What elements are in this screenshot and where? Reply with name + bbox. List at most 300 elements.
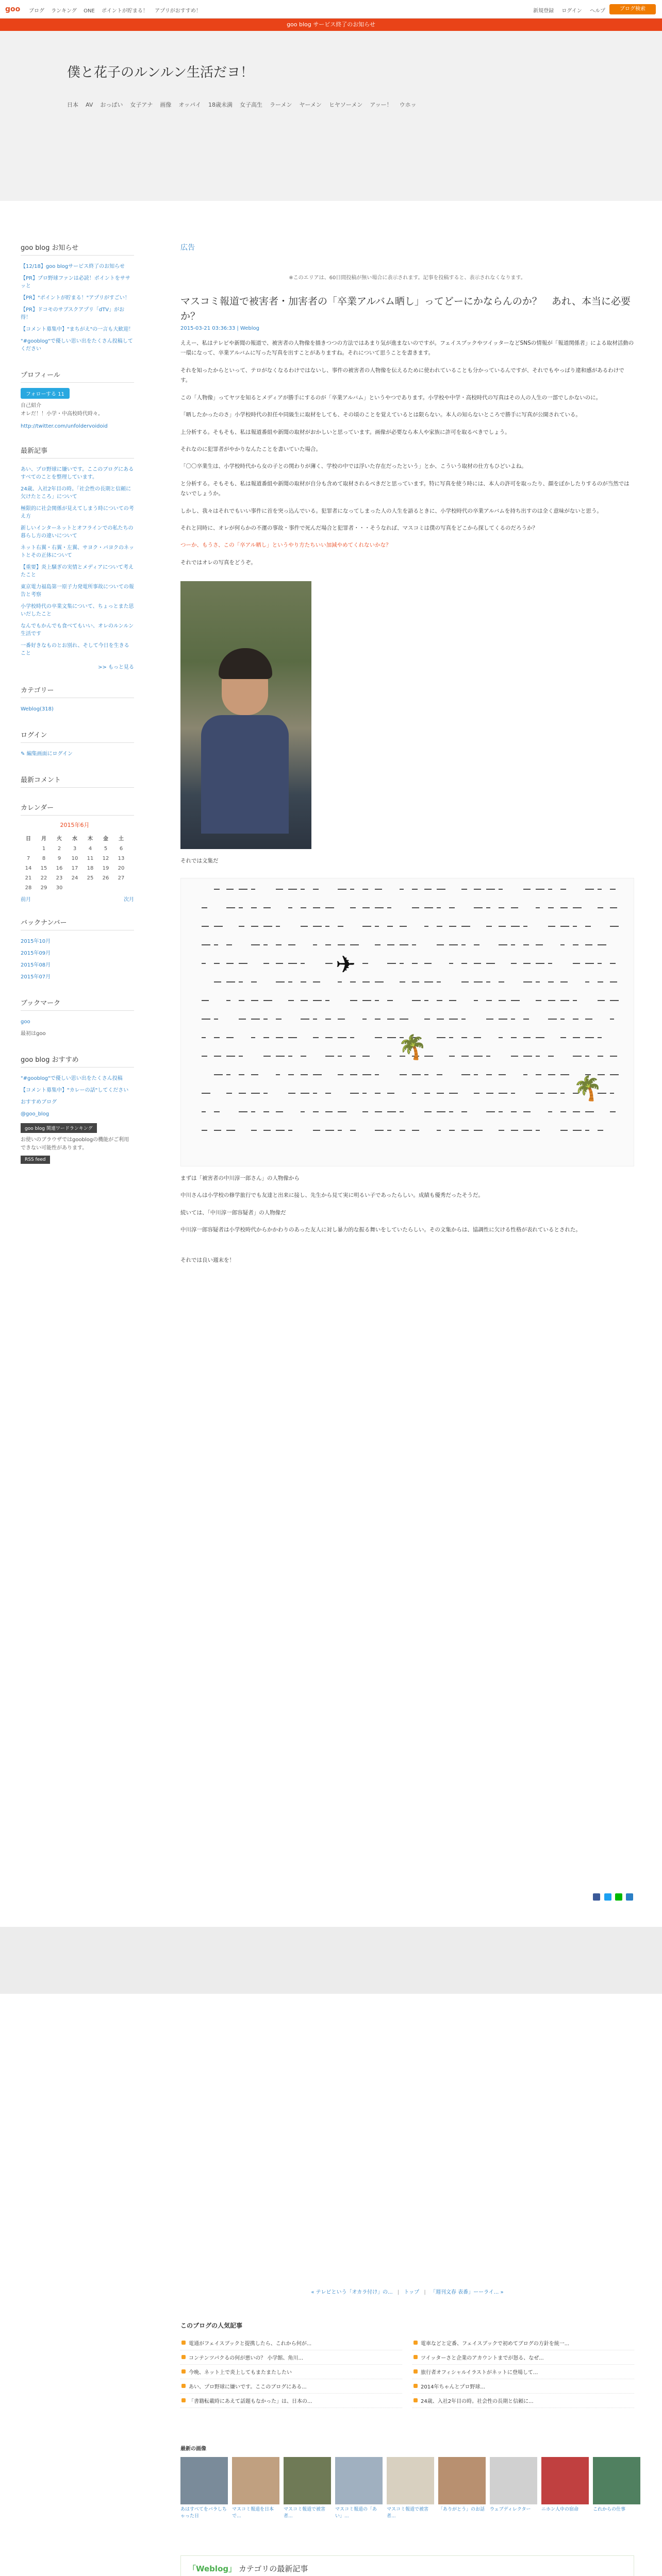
handwriting-stroke (375, 944, 380, 945)
handwriting-stroke (523, 963, 531, 964)
article-pager (180, 2287, 634, 2295)
help-link[interactable]: ヘルプ (590, 8, 605, 14)
recent-image-title[interactable]: マスコミ報道を日本で... (232, 2507, 274, 2519)
calendar-day[interactable]: 28 (25, 885, 32, 891)
handwriting-stroke (251, 1093, 260, 1094)
hatena-icon[interactable] (626, 1893, 633, 1901)
backnumber-item[interactable]: 2015年08月 (21, 962, 51, 968)
news-box (21, 242, 134, 355)
handwriting-stroke (288, 907, 292, 908)
handwriting-stroke (573, 1111, 580, 1112)
calendar-day[interactable]: 17 (71, 866, 78, 871)
popular-item[interactable]: 電通がフェイスブックと提携したら、これから何が... (180, 2336, 402, 2350)
recent-image-title[interactable]: これからの仕事 (593, 2507, 626, 2512)
handwriting-stroke (461, 1037, 467, 1038)
calendar-day[interactable]: 16 (56, 866, 63, 871)
handwriting-stroke (276, 981, 285, 982)
backnumber-item[interactable]: 2015年07月 (21, 974, 51, 980)
calendar-day[interactable]: 18 (87, 866, 94, 871)
recent-post-item[interactable]: あい、プロ野球に嫌いです。ここのブログにあるすべてのことを整理しています。 (21, 467, 134, 480)
calendar-day[interactable]: 6 (119, 846, 123, 852)
calendar-prev-link[interactable]: 前月 (21, 897, 31, 903)
edit-login-link[interactable] (21, 748, 134, 760)
handwriting-stroke (288, 1130, 292, 1131)
recent-image-title[interactable]: マスコミ報道で被害者... (387, 2507, 429, 2519)
recent-image-thumb[interactable] (490, 2457, 537, 2504)
handwriting-stroke (338, 1056, 342, 1057)
calendar-day[interactable]: 27 (118, 875, 125, 881)
handwriting-stroke (461, 1074, 470, 1075)
handwriting-stroke (437, 889, 445, 890)
handwriting-stroke (400, 1074, 407, 1075)
ad-heading: 広告 (180, 244, 195, 252)
handwriting-stroke (474, 981, 483, 982)
handwriting-stroke (325, 963, 333, 964)
top-link[interactable]: トップ (404, 2290, 420, 2295)
handwriting-stroke (548, 926, 555, 927)
handwriting-stroke (375, 926, 379, 927)
bookmark-box (21, 997, 134, 1040)
recent-image-card[interactable] (438, 2457, 486, 2519)
recent-image-card[interactable] (541, 2457, 589, 2519)
handwriting-stroke (536, 981, 540, 982)
recent-image-title[interactable]: 「ありがとう」のお話 (438, 2507, 485, 2512)
handwriting-stroke (301, 1056, 306, 1057)
calendar-day[interactable]: 8 (42, 856, 46, 861)
handwriting-stroke (276, 926, 280, 927)
handwriting-stroke (301, 1111, 305, 1112)
handwriting-stroke (202, 1111, 206, 1112)
popular-item[interactable]: ツイッターさと企業のアカウントまでが怒る、なぜ... (412, 2350, 634, 2365)
article-ending: それでは良い週末を！ (180, 1257, 235, 1264)
recent-post-item[interactable]: 一番好きなものとお別れ、そして今日を生きること (21, 643, 129, 656)
popular-item[interactable]: 「書籍転載時にあえて話題もなかった」は、日本の... (180, 2394, 402, 2408)
handwriting-stroke (338, 926, 343, 927)
recent-post-item[interactable]: ネット右翼・右翼・左翼、サヨク・パヨクのネットとその正体について (21, 545, 134, 558)
calendar-day[interactable]: 30 (56, 885, 63, 891)
recent-image-thumb[interactable] (387, 2457, 434, 2504)
recommend-heading: goo blog おすすめ (21, 1054, 134, 1067)
handwriting-stroke (523, 1037, 531, 1038)
handwriting-stroke (313, 1000, 322, 1001)
handwriting-stroke (610, 981, 617, 982)
popular-item[interactable]: 電車などと定番、フェイスブックで初めてブログの方針を統一... (412, 2336, 634, 2350)
article-body (180, 338, 634, 533)
recent-image-card[interactable] (593, 2457, 640, 2519)
recent-image-thumb[interactable] (335, 2457, 383, 2504)
backnumber-heading: バックナンバー (21, 917, 134, 930)
handwriting-stroke (362, 926, 371, 927)
popular-item[interactable]: あい、プロ野球に嫌いです。ここのブログにある... (180, 2379, 402, 2394)
calendar-day[interactable]: 15 (40, 866, 47, 871)
recent-post-item[interactable]: なんでもかんでも食べてもいい、オレのルンルン生活です (21, 623, 134, 637)
recent-post-item[interactable]: 東京電力福島第一原子力発電所事故についての報告と考察 (21, 584, 134, 598)
global-link[interactable]: ランキング (51, 8, 77, 14)
follow-button[interactable] (21, 388, 70, 399)
news-item[interactable]: 【12/18】goo blogサービス終了のお知らせ (21, 264, 125, 269)
handwriting-stroke (226, 1130, 235, 1131)
handwriting-stroke (263, 1037, 269, 1038)
handwriting-stroke (301, 1093, 309, 1094)
calendar-day[interactable]: 23 (56, 875, 63, 881)
recent-image-card[interactable] (284, 2457, 331, 2519)
handwriting-stroke (251, 1130, 257, 1131)
handwriting-stroke (313, 944, 317, 945)
handwriting-stroke (598, 889, 602, 890)
handwriting-stroke (202, 926, 209, 927)
recent-image-thumb[interactable] (593, 2457, 640, 2504)
blog-tag[interactable]: ウホッ (399, 101, 417, 108)
signup-link[interactable]: 新規登録 (533, 8, 554, 14)
news-item[interactable]: 【PR】ドコモのサブスクアプリ「dTV」がお得！ (21, 307, 125, 320)
handwriting-stroke (486, 963, 495, 964)
handwriting-stroke (461, 981, 469, 982)
next-article-link[interactable]: 「週刊文春 表番」ーーライ... » (430, 2290, 504, 2295)
comments-box (21, 774, 134, 788)
category-item[interactable]: Weblog(318) (21, 706, 54, 712)
handwriting-stroke (202, 1019, 210, 1020)
browser-note: お使いのブラウザではgooblogの機能がご利用できない可能性があります。 (21, 1137, 129, 1151)
handwriting-stroke (226, 963, 234, 964)
handwriting-stroke (239, 926, 244, 927)
handwriting-stroke (424, 926, 428, 927)
handwriting-stroke (375, 1130, 384, 1131)
recent-image-title[interactable]: ニホン人中の宿命 (541, 2507, 579, 2512)
handwriting-stroke (387, 1093, 394, 1094)
global-link[interactable]: ONE (84, 8, 95, 14)
handwriting-stroke (598, 1130, 603, 1131)
article-paragraph: 上分析する。そもそも、私は報道番組や新聞の取材がおかしいと思っています。画像が必要なら本人や家族に許可を取るべきでしょう。 (180, 429, 510, 435)
handwriting-stroke (325, 926, 329, 927)
handwriting-stroke (263, 1093, 268, 1094)
handwriting-stroke (548, 907, 554, 908)
backnumber-item[interactable]: 2015年09月 (21, 951, 51, 956)
handwriting-stroke (251, 1019, 260, 1020)
recommend-item[interactable]: おすすめブログ (21, 1099, 57, 1105)
goo-logo[interactable]: goo (5, 5, 21, 13)
handwriting-stroke (548, 889, 552, 890)
palm-tree-icon: 🌴 (573, 1074, 603, 1102)
handwriting-stroke (226, 1074, 230, 1075)
handwriting-stroke (486, 1074, 492, 1075)
recent-image-card[interactable] (490, 2457, 537, 2519)
global-link[interactable]: ポイントが貯まる！ (101, 8, 150, 14)
calendar-day[interactable]: 19 (102, 866, 109, 871)
recent-posts-list (21, 464, 134, 659)
article-paragraph: と分析する。そもそも、私は報道番組や新聞の取材が自分も含めて取材されるべきだと思っています。特に写真を使う時には、本人の許可を取ったり、顔をぼかしたりするのが当然ではないでしょうか。 (180, 480, 630, 497)
recent-post-item[interactable]: 24歳、入社2年目の時。「社会性の長期と信頼に欠けたところ」について (21, 486, 131, 500)
calendar-day[interactable]: 24 (71, 875, 78, 881)
category-name[interactable]: 「Weblog」 (188, 2564, 237, 2574)
handwriting-stroke (412, 963, 418, 964)
handwriting-stroke (560, 926, 569, 927)
blog-tag[interactable]: 日本 (67, 101, 78, 108)
blog-tag[interactable]: 画像 (160, 101, 172, 108)
blog-search-button[interactable]: ブログ検索 (609, 4, 656, 14)
handwriting-stroke (251, 907, 257, 908)
handwriting-stroke (362, 889, 368, 890)
recent-image-title[interactable]: ウェブディレクター (490, 2507, 531, 2512)
popular-item[interactable]: コンテンツパクるの何が悪いの？ 小学館、角川... (180, 2350, 402, 2365)
handwriting-stroke (276, 963, 283, 964)
handwriting-stroke (585, 889, 594, 890)
handwriting-stroke (276, 889, 283, 890)
article-date[interactable]: 2015-03-21 03:36:33 | Weblog (180, 326, 259, 331)
handwriting-stroke (313, 981, 320, 982)
handwriting-stroke (585, 963, 594, 964)
handwriting-stroke (214, 1130, 221, 1131)
recent-image-card[interactable] (180, 2457, 228, 2519)
calendar-day[interactable]: 25 (87, 875, 94, 881)
handwriting-stroke (288, 1000, 294, 1001)
handwriting-stroke (362, 963, 368, 964)
handwriting-stroke (511, 1056, 518, 1057)
ranking-badge[interactable]: goo blog 関連ワードランキング (21, 1123, 97, 1133)
handwriting-stroke (362, 1056, 370, 1057)
handwriting-stroke (573, 944, 578, 945)
recent-image-title[interactable]: マスコミ報道の「あい」... (335, 2507, 377, 2519)
calendar-weekday: 日 (26, 836, 31, 842)
handwriting-stroke (461, 944, 466, 945)
handwriting-stroke (449, 1111, 453, 1112)
handwriting-stroke (350, 907, 356, 908)
news-item[interactable]: 【PR】プロ野球ファンは必読！ポイントをササッと (21, 276, 130, 289)
handwriting-stroke (424, 981, 433, 982)
handwriting-stroke (276, 1111, 283, 1112)
calendar-day[interactable]: 1 (42, 846, 46, 852)
bookmark-heading: ブックマーク (21, 997, 134, 1011)
handwriting-stroke (424, 1111, 432, 1112)
handwriting-stroke (239, 1111, 247, 1112)
calendar-day[interactable]: 5 (104, 846, 108, 852)
twitter-icon[interactable] (604, 1893, 611, 1901)
handwriting-stroke (400, 944, 408, 945)
handwriting-stroke (214, 1056, 221, 1057)
handwriting-stroke (350, 1074, 357, 1075)
handwriting-stroke (387, 1111, 396, 1112)
handwriting-stroke (573, 1056, 582, 1057)
follow-label: フォローする (26, 392, 56, 397)
news-item[interactable]: 【PR】"ポイントが貯まる！"アプリがすごい！ (21, 295, 130, 301)
blog-tag[interactable]: アッー！ (370, 101, 392, 108)
handwriting-stroke (461, 1130, 469, 1131)
handwriting-stroke (362, 1093, 367, 1094)
recommend-item[interactable]: "#gooblog"で優しい思い出をたくさん投稿 (21, 1076, 123, 1081)
blog-tag[interactable]: ラーメン (270, 101, 292, 108)
recent-image-thumb[interactable] (232, 2457, 279, 2504)
recent-image-card[interactable] (387, 2457, 434, 2519)
calendar-day[interactable]: 2 (57, 846, 61, 852)
calendar-day[interactable]: 3 (73, 846, 77, 852)
handwriting-stroke (474, 1000, 478, 1001)
handwriting-stroke (400, 1019, 408, 1020)
handwriting-stroke (276, 1074, 280, 1075)
news-item[interactable]: 【コメント募集中】"まちがえ"の一言も大歓迎！ (21, 327, 134, 332)
rss-badge[interactable]: RSS feed (21, 1156, 50, 1164)
handwriting-stroke (375, 1074, 379, 1075)
handwriting-stroke (202, 1056, 207, 1057)
calendar-day[interactable]: 26 (102, 875, 109, 881)
news-list (21, 261, 134, 355)
calendar-day[interactable]: 13 (118, 856, 125, 861)
handwriting-stroke (387, 944, 394, 945)
essay-scan-image[interactable] (180, 878, 634, 1166)
palm-tree-icon: 🌴 (398, 1032, 427, 1061)
calendar-day[interactable]: 14 (25, 866, 32, 871)
calendar-day[interactable]: 29 (40, 885, 47, 891)
handwriting-stroke (449, 907, 455, 908)
handwriting-stroke (288, 981, 292, 982)
recommend-item[interactable]: 【コメント募集中】"カレーの話"してください (21, 1088, 129, 1093)
handwriting-stroke (313, 907, 320, 908)
recent-post-item[interactable]: 極限的に社会関係が見えてしまう時についての考え方 (21, 506, 134, 519)
handwriting-stroke (263, 907, 271, 908)
facebook-icon[interactable] (593, 1893, 600, 1901)
calendar-next-link[interactable]: 次月 (124, 897, 134, 903)
handwriting-stroke (239, 907, 243, 908)
global-link[interactable]: アプリがおすすめ！ (155, 8, 201, 14)
section-heading-suspect: 続いては、「中川淳一郎容疑者」の人物像だ (180, 1209, 286, 1216)
calendar-day[interactable]: 20 (118, 866, 125, 871)
handwriting-stroke (263, 963, 269, 964)
handwriting-stroke (585, 1056, 589, 1057)
blog-tag[interactable]: ヤーメン (299, 101, 322, 108)
recent-image-card[interactable] (232, 2457, 279, 2519)
handwriting-stroke (585, 944, 592, 945)
handwriting-stroke (214, 944, 218, 945)
handwriting-stroke (437, 1130, 441, 1131)
recent-post-item[interactable]: 小学校時代の卒業文集について、ちょっとまた思いだしたこと (21, 604, 134, 617)
calendar-heading: カレンダー (21, 802, 134, 816)
handwriting-stroke (560, 1000, 569, 1001)
handwriting-stroke (263, 926, 272, 927)
blog-tag[interactable]: AV (86, 101, 93, 108)
handwriting-stroke (610, 1019, 614, 1020)
recent-image-thumb[interactable] (180, 2457, 228, 2504)
profile-url[interactable]: http://twitter.com/unfoldervoidoid (21, 423, 108, 429)
handwriting-stroke (486, 1056, 490, 1057)
handwriting-stroke (486, 907, 490, 908)
calendar-day[interactable]: 22 (40, 875, 47, 881)
handwriting-stroke (214, 981, 221, 982)
calendar-day[interactable]: 9 (57, 856, 61, 861)
handwriting-stroke (226, 1093, 232, 1094)
handwriting-stroke (499, 1093, 507, 1094)
calendar-weekday: 月 (41, 836, 46, 842)
login-link[interactable]: ログイン (561, 8, 582, 14)
handwriting-stroke (486, 1093, 493, 1094)
handwriting-stroke (523, 1074, 527, 1075)
calendar-day[interactable]: 7 (26, 856, 30, 861)
popular-item[interactable]: 今晩、ネット上で炎上してもまたまたしたい (180, 2365, 402, 2379)
blog-tag[interactable]: オッパイ (178, 101, 202, 108)
handwriting-stroke (263, 1130, 271, 1131)
recent-image-card[interactable] (335, 2457, 383, 2519)
handwriting-stroke (499, 1000, 506, 1001)
handwriting-stroke (449, 926, 456, 927)
backnumber-item[interactable]: 2015年10月 (21, 939, 51, 944)
handwriting-stroke (226, 1000, 230, 1001)
popular-item[interactable]: 旅行者オフィシャルイラストがネットに登場して... (412, 2365, 634, 2379)
recent-image-thumb[interactable] (438, 2457, 486, 2504)
pencil-icon: ✎ (21, 751, 27, 757)
calendar-day[interactable]: 12 (102, 856, 109, 861)
category-latest (180, 2555, 634, 2576)
handwriting-stroke (276, 1037, 283, 1038)
handwriting-stroke (610, 1111, 616, 1112)
handwriting-stroke (499, 926, 506, 927)
popular-item[interactable]: 2014年ちゃんとプロ野球... (412, 2379, 634, 2394)
handwriting-stroke (350, 1037, 354, 1038)
calendar-day[interactable]: 4 (88, 846, 92, 852)
category-latest-suffix: カテゴリの最新記事 (236, 2564, 308, 2574)
blog-title[interactable]: 僕と花子のルンルン生活だヨ！ (67, 65, 254, 80)
handwriting-stroke (226, 889, 234, 890)
calendar-week (21, 854, 129, 863)
handwriting-stroke (461, 1056, 469, 1057)
calendar-day[interactable]: 11 (87, 856, 94, 861)
more-link[interactable]: >> もっと見る (98, 665, 134, 670)
news-item[interactable]: "#gooblog"で優しい思い出をたくさん投稿してください (21, 338, 133, 352)
handwriting-stroke (239, 1019, 246, 1020)
handwriting-stroke (610, 926, 619, 927)
blog-tag[interactable]: 女子高生 (240, 101, 263, 108)
recent-post-item[interactable]: 新しいインターネットとオフラインでの私たちの暮らし方の違いについて (21, 526, 134, 539)
line-icon[interactable] (615, 1893, 622, 1901)
handwriting-stroke (251, 944, 260, 945)
victim-paragraph: 中川さんは小学校の修学旅行でも友達と出来に接し、先生から見て実に明るい子であったらしい。成績も優秀だったそうだ。 (180, 1192, 484, 1199)
recent-image-thumb[interactable] (284, 2457, 331, 2504)
main-content (180, 216, 634, 1266)
handwriting-stroke (263, 1000, 272, 1001)
handwriting-stroke (325, 1093, 331, 1094)
calendar-day[interactable]: 21 (25, 875, 32, 881)
blog-tag[interactable]: 18歳未満 (208, 101, 233, 108)
global-link[interactable]: ブログ (29, 8, 44, 14)
handwriting-stroke (449, 944, 458, 945)
recent-post-item[interactable]: 【重要】炎上騒ぎの実情とメディアについて考えたこと (21, 565, 134, 578)
childhood-photo[interactable] (180, 581, 311, 849)
calendar-day[interactable]: 10 (71, 856, 78, 861)
blog-tag[interactable]: 女子アナ (130, 101, 153, 108)
handwriting-stroke (511, 1000, 520, 1001)
blog-tag[interactable]: おっぱい (100, 101, 123, 108)
service-notice-banner[interactable]: goo blog サービス終了のお知らせ (0, 19, 662, 31)
handwriting-stroke (548, 1111, 552, 1112)
handwriting-stroke (350, 1056, 356, 1057)
article-title[interactable]: マスコミ報道で被害者・加害者の「卒業アルバム晒し」ってどーにかならんのか？ あれ、本当に必要か？ (180, 296, 631, 322)
handwriting-stroke (548, 1000, 555, 1001)
handwriting-stroke (239, 981, 243, 982)
handwriting-stroke (301, 963, 305, 964)
popular-item[interactable]: 24歳、入社2年目の時。社会性の長期と信頼に... (412, 2394, 634, 2408)
handwriting-stroke (400, 1111, 404, 1112)
handwriting-stroke (338, 1019, 345, 1020)
bookmark-item[interactable]: 最初はgoo (21, 1031, 46, 1037)
twitter-link[interactable]: @goo_blog (21, 1111, 49, 1117)
photo-hair (219, 648, 272, 679)
calendar-day (67, 883, 82, 893)
handwriting-stroke (375, 1093, 380, 1094)
recent-image-title[interactable]: マスコミ報道で被害者... (284, 2507, 326, 2519)
login-heading: ログイン (21, 730, 134, 743)
handwriting-stroke (239, 889, 247, 890)
blog-tag[interactable]: ヒヤソーメン (328, 101, 363, 108)
recent-image-thumb[interactable] (541, 2457, 589, 2504)
prev-article-link[interactable]: « テレビという「オカラ付け」の... (311, 2290, 393, 2295)
recent-image-title[interactable]: あはすべてをバラしちゃった日 (180, 2507, 227, 2519)
bookmark-item[interactable]: goo (21, 1019, 30, 1025)
